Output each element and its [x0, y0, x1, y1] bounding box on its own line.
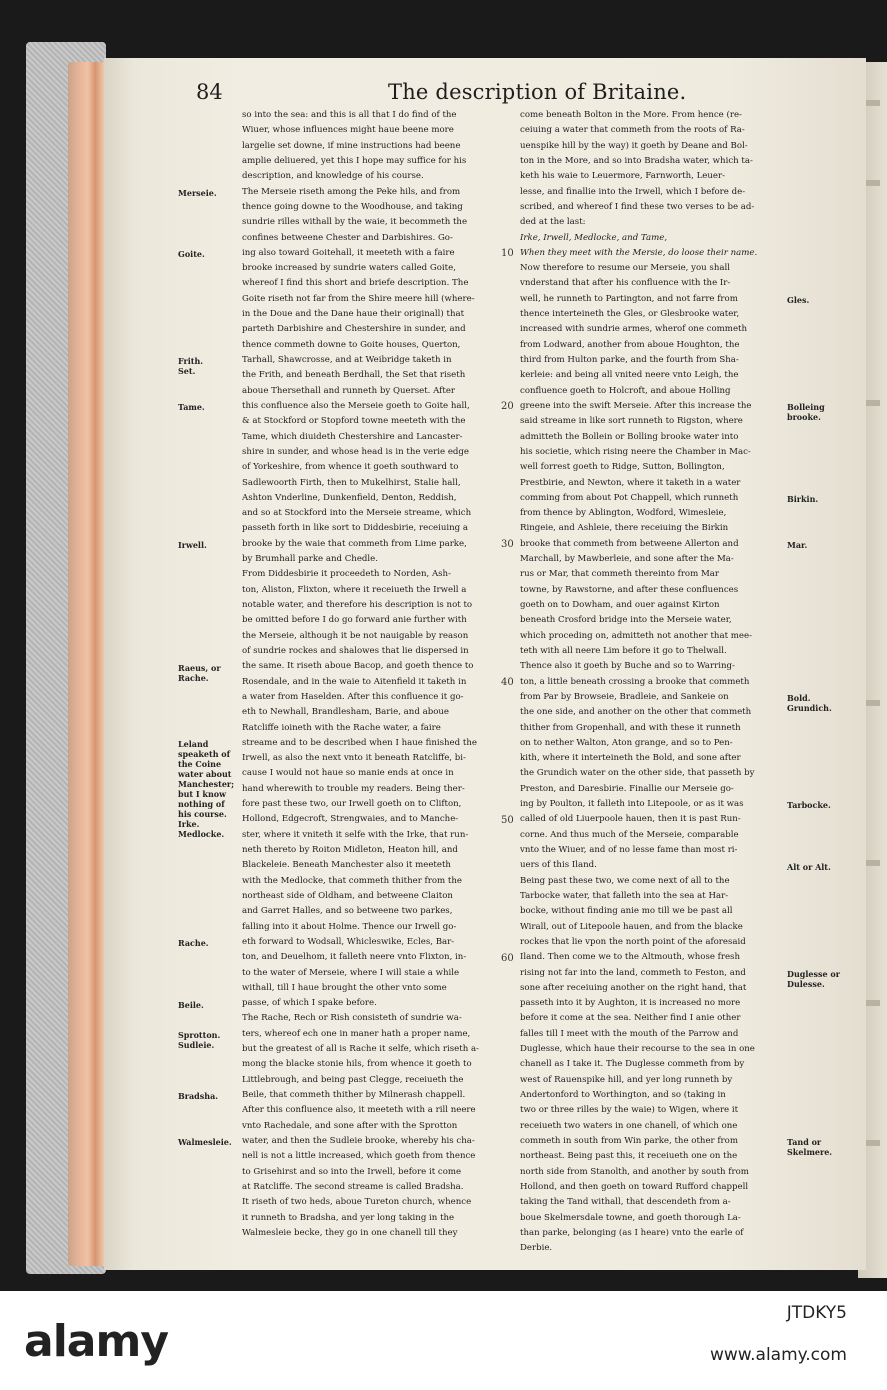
left-column-line: the Frith, and beneath Berdhall, the Set that riseth — [242, 370, 466, 381]
right-column-line: Now therefore to resume our Merseie, you shall — [520, 263, 730, 274]
right-column-line: called of old Liuerpoole hauen, then it is past Run- — [520, 814, 741, 825]
left-column-line: amplie deliuered, yet this I hope may suffice for his — [242, 155, 467, 166]
left-column-line: it runneth to Bradsha, and yer long taking in the — [242, 1212, 455, 1223]
left-column-line: cause I would not haue so manie ends at once in — [242, 768, 454, 779]
right-column-line: thither from Gropenhall, and with these it runneth — [520, 722, 741, 733]
left-column-line: Walmesleie becke, they go in one chanell till they — [242, 1227, 458, 1238]
left-text-column — [242, 108, 502, 1241]
facing-page-fragment — [864, 1000, 880, 1006]
left-column-line: this confluence also the Merseie goeth to Goite hall, — [242, 400, 470, 411]
left-column-line: eth to Newhall, Brandlesham, Barie, and aboue — [242, 707, 449, 718]
margin-note: Alt or Alt. — [787, 861, 831, 872]
left-column-line: & at Stockford or Stopford towne meeteth with the — [242, 416, 466, 427]
right-column-line: Marchall, by Mawberleie, and sone after the Ma- — [520, 554, 734, 565]
left-column-line: ton, and Deuelhom, it falleth neere vnto Flixton, in- — [242, 952, 467, 963]
left-column-line: northeast side of Oldham, and betweene Claiton — [242, 890, 453, 901]
right-column-line: Being past these two, we come next of all to the — [520, 875, 730, 886]
right-column-line: comming from about Pot Chappell, which runneth — [520, 492, 739, 503]
right-column-line: sone after receiuing another on the right hand, that — [520, 982, 747, 993]
line-number: 60 — [501, 952, 514, 964]
right-column-line: falles till I meet with the mouth of the Parrow and — [520, 1028, 739, 1039]
right-column-line: uers of this Iland. — [520, 860, 597, 871]
left-column-line: at Ratcliffe. The second streame is called Bradsha. — [242, 1181, 464, 1192]
right-column-line: ton in the More, and so into Bradsha water, which ta- — [520, 155, 753, 166]
left-column-line: vnto Rachedale, and sone after with the Sprotton — [242, 1120, 458, 1131]
right-column-line: passeth into it by Aughton, it is increased no more — [520, 998, 741, 1009]
right-column-line: Duglesse, which haue their recourse to the sea in one — [520, 1044, 755, 1055]
right-column-line: Ringeie, and Ashleie, there receiuing the Birkin — [520, 523, 729, 534]
margin-note: Rache. — [178, 938, 209, 949]
left-column-line: ster, where it vniteth it selfe with the Irke, that run- — [242, 829, 469, 840]
left-column-line: Wiuer, whose influences might haue beene more — [242, 125, 454, 136]
left-column-line: fore past these two, our Irwell goeth on to Clifton, — [242, 799, 462, 810]
facing-page-fragment — [864, 700, 880, 706]
left-column-line: Beile, that commeth thither by Milnerash chappell. — [242, 1090, 466, 1100]
right-column-line: scribed, and whereof I find these two verses to be ad- — [520, 201, 755, 212]
right-text-column — [520, 108, 780, 1256]
left-column-line: brooke increased by sundrie waters called Goite, — [242, 263, 456, 274]
left-column-line: the same. It riseth aboue Bacop, and goeth thence to — [242, 661, 474, 672]
facing-page-fragment — [864, 100, 880, 106]
right-column-line: the Grundich water on the other side, that passeth by — [520, 768, 755, 779]
left-column-line: by Brumhall parke and Chedle. — [242, 554, 378, 565]
left-column-line: After this confluence also, it meeteth with a rill neere — [242, 1105, 476, 1116]
right-column-line: ded at the last: — [520, 217, 586, 228]
right-column-line: ton, a little beneath crossing a brooke that commeth — [520, 676, 750, 687]
right-column-line: bocke, without finding anie mo till we be past all — [520, 906, 733, 917]
left-column-line: passe, of which I spake before. — [242, 998, 377, 1009]
margin-note: Tame. — [178, 402, 205, 413]
right-column-line: Wirall, out of Litepoole hauen, and from the blacke — [520, 921, 743, 932]
right-column-line: Hollond, and then goeth on toward Rufford chappell — [520, 1181, 749, 1192]
right-column-line: north side from Stanolth, and another by south from — [520, 1166, 749, 1177]
right-column-line: kith, where it interteineth the Bold, and sone after — [520, 753, 741, 764]
right-column-line: chanell as I take it. The Duglesse commeth from by — [520, 1059, 745, 1070]
margin-note: Raeus, or Rache. — [178, 662, 221, 683]
margin-note: Duglesse or Dulesse. — [787, 968, 840, 989]
left-column-line: ters, whereof ech one in maner hath a proper name, — [242, 1028, 471, 1039]
left-column-line: Ashton Vnderline, Dunkenfield, Denton, Reddish, — [242, 492, 457, 503]
left-column-line: streame and to be described when I haue finished the — [242, 737, 477, 748]
left-column-line: but the greatest of all is Rache it selfe, which riseth a- — [242, 1044, 479, 1055]
right-column-line: goeth on to Dowham, and ouer against Kirton — [520, 600, 720, 610]
right-column-line: beneath Crosford bridge into the Merseie water, — [520, 615, 732, 626]
right-column-line: rising not far into the land, commeth to Feston, and — [520, 967, 746, 978]
left-column-line: in the Doue and the Dane haue their originall) that — [242, 309, 465, 320]
left-column-line: Tarhall, Shawcrosse, and at Weibridge taketh in — [242, 355, 452, 365]
right-column-line: from Par by Browseie, Bradleie, and Sankeie on — [520, 691, 729, 702]
margin-note: Mar. — [787, 539, 808, 550]
left-column-line: to the water of Merseie, where I will staie a while — [242, 967, 460, 978]
right-column-line: from Lodward, another from aboue Houghton, the — [520, 339, 740, 350]
right-column-line: on to nether Walton, Aton grange, and so to Pen- — [520, 737, 733, 748]
left-column-line: ton, Aliston, Flixton, where it receiueth the Irwell a — [242, 584, 467, 595]
left-column-line: largelie set downe, if mine instructions had beene — [242, 140, 461, 151]
right-column-line: from thence by Ablington, Wodford, Wimesleie, — [520, 508, 727, 519]
right-column-line: taking the Tand withall, that descendeth from a- — [520, 1197, 731, 1208]
left-column-line: with the Medlocke, that commeth thither from the — [242, 875, 462, 886]
right-column-line: than parke, belonging (as I heare) vnto the earle of — [520, 1227, 744, 1238]
facing-page-fragment — [864, 1140, 880, 1146]
right-column-line: rus or Mar, that commeth thereinto from Mar — [520, 569, 720, 580]
right-column-line: lesse, and finallie into the Irwell, which I before de- — [520, 186, 746, 197]
left-column-line: eth forward to Wodsall, Whicleswike, Ecles, Bar- — [242, 936, 455, 947]
right-column-line: admitteth the Bollein or Bolling brooke water into — [520, 431, 739, 442]
left-column-line: passeth forth in like sort to Diddesbirie, receiuing a — [242, 523, 469, 534]
left-column-line: brooke by the waie that commeth from Lime parke, — [242, 538, 467, 549]
left-column-line: the Merseie, although it be not nauigable by reason — [242, 630, 469, 641]
facing-page-fragment — [864, 180, 880, 186]
left-column-line: Ratcliffe ioineth with the Rache water, a faire — [242, 722, 441, 733]
line-number: 20 — [501, 401, 514, 413]
right-column-line: well, he runneth to Partington, and not farre from — [520, 293, 738, 304]
right-column-line: keth his waie to Leuermore, Farnworth, Leuer- — [520, 171, 726, 182]
left-column-line: ing also toward Goitehall, it meeteth with a faire — [242, 247, 455, 258]
right-column-line: third from Hulton parke, and the fourth from Sha- — [520, 355, 739, 365]
left-column-line: It riseth of two heds, aboue Tureton church, whence — [242, 1197, 472, 1208]
margin-note: Tarbocke. — [787, 800, 831, 811]
margin-note: Sprotton. Sudleie. — [178, 1030, 221, 1051]
right-column-line: vnto the Wiuer, and of no lesse fame than most ri- — [520, 845, 738, 855]
stock-url: www.alamy.com — [709, 1345, 847, 1365]
right-column-line: towne, by Rawstorne, and after these confluences — [520, 584, 739, 595]
left-column-line: water, and then the Sudleie brooke, whereby his cha- — [242, 1135, 475, 1146]
margin-note: Irwell. — [178, 539, 207, 550]
left-column-line: description, and knowledge of his course. — [242, 171, 424, 182]
right-column-line: northeast. Being past this, it receiueth one on the — [520, 1151, 738, 1162]
left-column-line: be omitted before I do go forward anie further with — [242, 615, 467, 626]
line-number: 50 — [501, 814, 514, 826]
right-column-line: vnderstand that after his confluence with the Ir- — [520, 278, 731, 289]
left-column-line: Irwell, as also the next vnto it beneath Ratcliffe, bi- — [242, 753, 466, 764]
margin-note: Merseie. — [178, 187, 217, 198]
left-column-line: so into the sea: and this is all that I do find of the — [242, 110, 457, 120]
margin-note: Bradsha. — [178, 1091, 219, 1102]
line-number: 10 — [501, 247, 514, 259]
right-column-line: boue Skelmersdale towne, and goeth thorough La- — [520, 1212, 741, 1223]
left-column-line: of sundrie rockes and shalowes that lie dispersed in — [242, 645, 469, 656]
left-column-line: Rosendale, and in the waie to Aitenfield it taketh in — [242, 676, 467, 687]
left-column-line: of Yorkeshire, from whence it goeth southward to — [242, 462, 459, 473]
right-column-line: Iland. Then come we to the Altmouth, whose fresh — [520, 952, 741, 963]
right-column-line: well forrest goeth to Ridge, Sutton, Bollington, — [520, 462, 725, 473]
left-column-line: Sadlewoorth Firth, then to Mukelhirst, Stalie hall, — [242, 477, 461, 488]
left-column-line: Goite riseth not far from the Shire meere hill (where- — [242, 293, 475, 304]
left-column-line: nell is not a little increased, which goeth from thence — [242, 1151, 476, 1162]
right-column-line: When they meet with the Mersie, do loose their name. — [520, 247, 758, 258]
right-column-line: confluence goeth to Holcroft, and aboue Holling — [520, 385, 731, 396]
right-column-line: the one side, and another on the other that commeth — [520, 707, 752, 718]
margin-note: Walmesleie. — [178, 1137, 232, 1148]
stock-image-id: JTDKY5 — [786, 1303, 847, 1323]
right-column-line: west of Rauenspike hill, and yer long runneth by — [520, 1074, 733, 1085]
right-column-line: teth with all neere Lim before it go to Thelwall. — [520, 645, 727, 656]
facing-page-fragment — [864, 860, 880, 866]
right-column-line: which proceding on, admitteth not another that mee- — [520, 630, 752, 641]
right-column-line: Tarbocke water, that falleth into the sea at Har- — [520, 890, 729, 901]
right-column-line: come beneath Bolton in the More. From hence (re- — [520, 110, 742, 120]
right-column-line: corne. And thus much of the Merseie, comparable — [520, 829, 739, 840]
line-number: 40 — [501, 676, 514, 688]
right-column-line: Andertonford to Worthington, and so (taking in — [520, 1090, 726, 1100]
right-column-line: ceiuing a water that commeth from the roots of Ra- — [520, 125, 745, 136]
left-column-line: notable water, and therefore his description is not to — [242, 600, 473, 610]
left-column-line: Blackeleie. Beneath Manchester also it meeteth — [242, 860, 451, 871]
right-column-line: uenspike hill by the way) it goeth by Deane and Bol- — [520, 140, 748, 151]
right-column-line: increased with sundrie armes, wherof one commeth — [520, 324, 748, 335]
right-column-line: Preston, and Daresbirie. Finallie our Merseie go- — [520, 783, 734, 794]
running-title: The description of Britaine. — [388, 80, 687, 104]
left-column-line: whereof I find this short and briefe description. The — [242, 278, 469, 289]
left-column-line: sundrie rilles withall by the waie, it becommeth the — [242, 217, 468, 228]
left-column-line: neth thereto by Roiton Midleton, Heaton hill, and — [242, 845, 458, 855]
left-column-line: aboue Thersethall and runneth by Querset. After — [242, 385, 456, 396]
right-column-line: commeth in south from Win parke, the other from — [520, 1135, 738, 1146]
left-column-line: falling into it about Holme. Thence our Irwell go- — [242, 921, 457, 932]
left-column-line: and Garret Halles, and so betweene two parkes, — [242, 906, 453, 917]
right-column-line: ing by Poulton, it falleth into Litepoole, or as it was — [520, 799, 744, 810]
margin-note: Bolleing brooke. — [787, 402, 825, 423]
right-column-line: receiueth two waters in one chanell, of which one — [520, 1120, 738, 1131]
margin-note: Frith. Set. — [178, 356, 204, 377]
stock-logo: alamy — [24, 1316, 168, 1367]
left-column-line: thence commeth downe to Goite houses, Querton, — [242, 339, 461, 350]
left-column-line: a water from Haselden. After this confluence it go- — [242, 691, 464, 702]
left-column-line: to Grisehirst and so into the Irwell, before it come — [242, 1166, 462, 1177]
left-column-line: mong the blacke stonie hils, from whence it goeth to — [242, 1059, 472, 1070]
left-column-line: The Merseie riseth among the Peke hils, and from — [242, 186, 461, 197]
right-column-line: greene into the swift Merseie. After this increase the — [520, 400, 752, 411]
left-column-line: The Rache, Rech or Rish consisteth of sundrie wa- — [242, 1013, 462, 1024]
page-number: 84 — [196, 80, 223, 104]
left-column-line: and so at Stockford into the Merseie streame, which — [242, 508, 472, 519]
margin-note: Birkin. — [787, 494, 819, 504]
right-column-line: his societie, which rising neere the Chamber in Mac- — [520, 446, 751, 457]
left-column-line: withall, till I haue brought the other vnto some — [242, 982, 447, 993]
margin-note: Beile. — [178, 999, 204, 1010]
right-column-line: before it come at the sea. Neither find I anie other — [520, 1013, 741, 1024]
left-column-line: confines betweene Chester and Darbishires. Go- — [242, 232, 453, 243]
margin-note: Goite. — [178, 248, 205, 259]
left-column-line: Littlebrough, and being past Clegge, receiueth the — [242, 1074, 464, 1085]
left-column-line: hand wherewith to trouble my readers. Being ther- — [242, 783, 465, 794]
right-column-line: said streame in like sort runneth to Rigston, where — [520, 416, 743, 427]
right-column-line: rockes that lie vpon the north point of the aforesaid — [520, 936, 746, 947]
right-column-line: Derbie. — [520, 1243, 553, 1254]
margin-note: Leland speaketh of the Coine water about Manchester; but I know nothing of his course. Irke. Medlocke. — [178, 739, 235, 840]
right-column-line: thence interteineth the Gles, or Glesbrooke water, — [520, 309, 740, 320]
right-column-line: Thence also it goeth by Buche and so to Warring- — [520, 661, 735, 672]
facing-page-fragment — [864, 400, 880, 406]
left-column-line: From Diddesbirie it proceedeth to Norden, Ash- — [242, 569, 451, 580]
left-column-line: shire in sunder, and whose head is in the verie edge — [242, 446, 469, 457]
right-column-line: brooke that commeth from betweene Allerton and — [520, 538, 739, 549]
right-column-line: Irke, Irwell, Medlocke, and Tame, — [520, 232, 668, 243]
margin-note: Gles. — [787, 294, 810, 305]
right-column-line: kerleie: and being all vnited neere vnto Leigh, the — [520, 370, 739, 381]
left-column-line: Hollond, Edgecroft, Strengwaies, and to Manche- — [242, 814, 459, 825]
left-column-line: thence going downe to the Woodhouse, and taking — [242, 201, 463, 212]
margin-note: Bold. Grundich. — [787, 693, 832, 714]
right-column-line: Prestbirie, and Newton, where it taketh in a water — [520, 477, 741, 488]
left-column-line: parteth Darbishire and Chestershire in sunder, and — [242, 324, 466, 335]
right-column-line: two or three rilles by the waie) to Wigen, where it — [520, 1105, 739, 1116]
line-number: 30 — [501, 538, 514, 550]
left-column-line: Tame, which diuideth Chestershire and Lancaster- — [242, 431, 463, 442]
margin-note: Tand or Skelmere. — [787, 1137, 833, 1158]
